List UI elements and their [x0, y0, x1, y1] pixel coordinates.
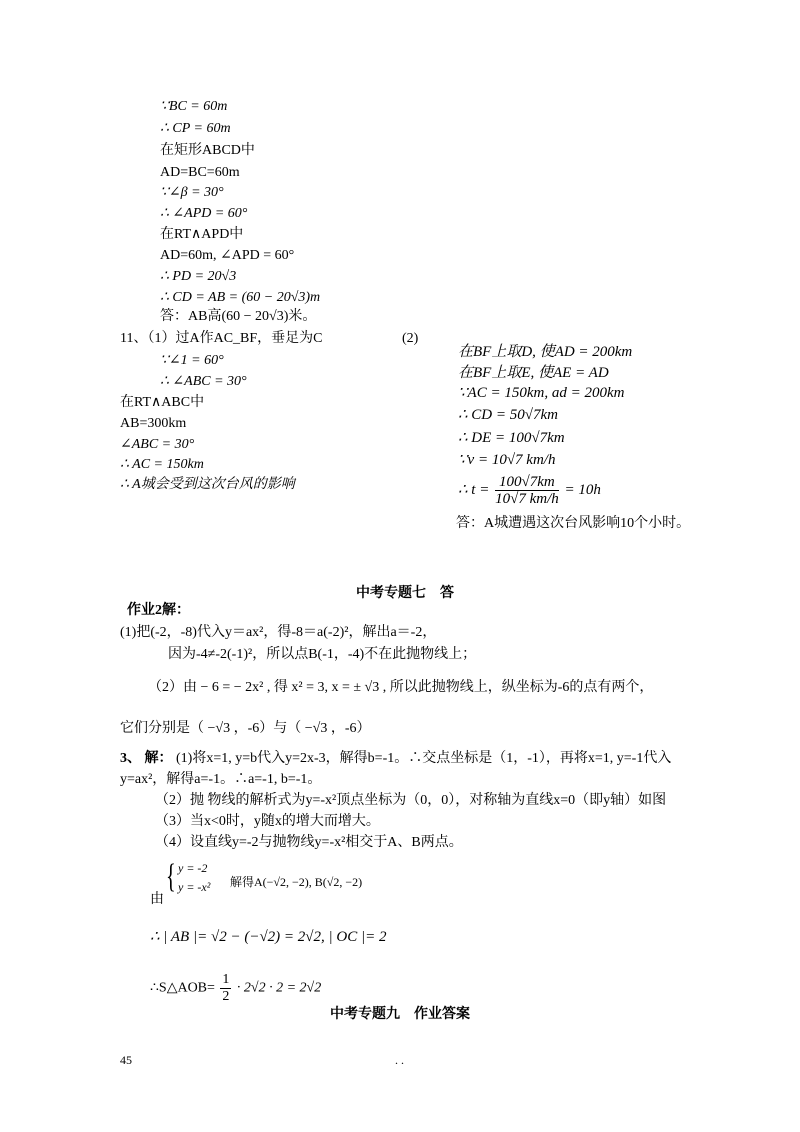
q3-solution-label: 解： — [144, 751, 173, 766]
right-answer: 答：A城遭遇这次台风影响10个小时。 — [456, 516, 691, 531]
left-line-8: AD=60m, ∠APD = 60° — [160, 248, 295, 263]
system-eq-1: y = -2 — [178, 861, 208, 875]
hw2-p1: (1)把(-2，-8)代入y＝ax²，得-8＝a(-2)²，解出a＝-2， — [120, 625, 437, 640]
right-line-5: ∴ DE = 100√7km — [458, 430, 565, 446]
q3-part4: （4）设直线y=-2与抛物线y=-x²相交于A、B两点。 — [155, 835, 463, 850]
area-denominator: 2 — [222, 989, 230, 1004]
t-fraction — [495, 474, 559, 507]
ab-oc-line: ∴ | AB |= √2 − (−√2) = 2√2, | OC |= 2 — [150, 929, 387, 945]
q11-line-4: AB=300km — [120, 416, 187, 431]
area-fraction — [220, 972, 231, 1005]
right-line-1: 在BF上取D, 使AD = 200km — [458, 344, 633, 360]
q11-line-6: ∴ AC = 150km — [120, 457, 204, 472]
left-line-10: ∴ CD = AB = (60 − 20√3)m — [160, 290, 321, 305]
q11-line-7: ∴ A城会受到这次台风的影响 — [120, 477, 295, 492]
hw2-p2: 因为-4≠-2(-1)²，所以点B(-1，-4)不在此抛物线上； — [168, 647, 477, 662]
hw2-label: 作业2解： — [127, 603, 190, 618]
right-line-6: ∵v = 10√7 km/h — [458, 452, 556, 468]
q11-line-5: ∠ABC = 30° — [120, 437, 195, 452]
system-you: 由 — [150, 892, 164, 907]
system-solution: 解得A(−√2, −2), B(√2, −2) — [230, 875, 363, 889]
left-line-5: ∵∠β = 30° — [160, 185, 224, 200]
q3-part3: （3）当x<0时，y随x的增大而增大。 — [155, 814, 380, 829]
left-line-3: 在矩形ABCD中 — [160, 143, 255, 158]
left-line-6: ∴ ∠APD = 60° — [160, 206, 248, 221]
q3-line — [120, 750, 671, 768]
q11-line-2: ∴ ∠ABC = 30° — [160, 374, 247, 389]
q11-part2-label: (2) — [402, 331, 419, 346]
left-line-7: 在RT∧APD中 — [160, 227, 244, 242]
q3-text: (1)将x=1, y=b代入y=2x-3，解得b=-1。∴交点坐标是（1，-1），再将x=1, y=-1代入 — [176, 751, 672, 766]
t-prefix: ∴ t = — [458, 481, 490, 498]
left-line-1: ∵BC = 60m — [160, 99, 228, 114]
q11-line-1: ∵∠1 = 60° — [160, 353, 224, 368]
area-numerator: 1 — [222, 972, 230, 987]
q3-cont: y=ax²，解得a=-1。∴a=-1, b=-1。 — [120, 772, 322, 787]
right-line-4: ∴ CD = 50√7km — [458, 407, 558, 423]
right-line-2: 在BF上取E, 使AE = AD — [458, 365, 609, 381]
footer-dots: . . — [395, 1053, 404, 1067]
section7-title: 中考专题七 答 — [356, 584, 454, 600]
right-line-7 — [458, 474, 601, 507]
q11-head: 11、（1）过A作AC_BF，垂足为C — [120, 331, 323, 346]
q3-part2: （2）抛 物线的解析式为y=-x²顶点坐标为（0，0），对称轴为直线x=0（即y轴）如图 — [155, 793, 667, 808]
q3-number: 3、 — [120, 751, 141, 766]
left-line-4: AD=BC=60m — [160, 165, 240, 180]
right-line-3: ∵AC = 150km, ad = 200km — [458, 385, 625, 401]
t-numerator: 100√7km — [495, 474, 559, 491]
t-denominator: 10√7 km/h — [495, 491, 559, 507]
left-line-2: ∴ CP = 60m — [160, 121, 231, 136]
section9-title: 中考专题九 作业答案 — [330, 1005, 470, 1021]
hw2-p4: 它们分别是（ −√3 ，-6）与（ −√3 ，-6） — [120, 721, 371, 736]
area-line — [150, 972, 321, 1005]
area-rest: · 2√2 · 2 = 2√2 — [236, 980, 322, 996]
t-suffix: = 10h — [564, 481, 601, 498]
system-brace: { — [166, 858, 176, 895]
page-number: 45 — [120, 1053, 132, 1067]
left-line-11: 答：AB高(60 − 20√3)米。 — [160, 309, 317, 324]
system-eq-2: y = -x² — [178, 880, 211, 894]
q11-line-3: 在RT∧ABC中 — [120, 395, 205, 410]
hw2-p3: （2）由 − 6 = − 2x² , 得 x² = 3, x = ± √3 , 所以此抛物线上，纵坐标为-6的点有两个， — [148, 680, 654, 695]
area-prefix: ∴S△AOB= — [150, 980, 215, 996]
left-line-9: ∴ PD = 20√3 — [160, 269, 237, 284]
